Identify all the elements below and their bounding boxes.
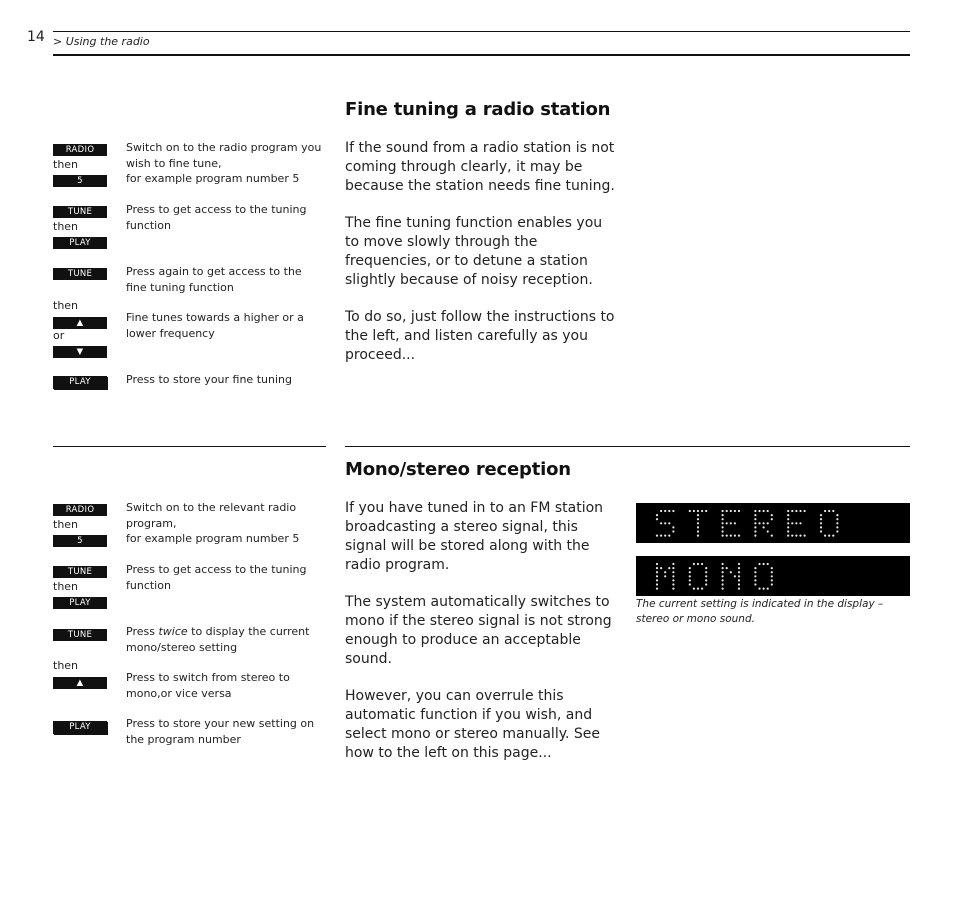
lcd-dot xyxy=(771,518,773,520)
instruction-text: Press to switch from stereo to mono,or vice versa xyxy=(126,671,290,700)
lcd-dot xyxy=(697,518,699,520)
lcd-dot xyxy=(771,514,773,516)
fine-tuning-body xyxy=(345,139,620,383)
lcd-dot xyxy=(791,522,793,524)
lcd-dot xyxy=(763,588,765,590)
lcd-dot xyxy=(668,510,670,512)
lcd-dot xyxy=(722,535,724,537)
lcd-dot xyxy=(705,510,707,512)
lcd-dot xyxy=(668,522,670,524)
lcd-dot xyxy=(689,571,691,573)
tune-key: TUNE xyxy=(53,206,107,218)
lcd-dot xyxy=(664,522,666,524)
play-key: PLAY xyxy=(53,237,107,249)
lcd-dot xyxy=(726,535,728,537)
lcd-dot xyxy=(795,535,797,537)
lcd-dot xyxy=(672,510,674,512)
lcd-dot xyxy=(738,575,740,577)
header-rule-top xyxy=(53,31,910,32)
up-arrow-key: ▲ xyxy=(53,677,107,689)
instruction-text xyxy=(126,140,324,187)
lcd-dot xyxy=(672,575,674,577)
lcd-dot xyxy=(722,579,724,581)
lcd-dot xyxy=(672,588,674,590)
then-label: then xyxy=(53,518,79,531)
lcd-dot xyxy=(656,583,658,585)
lcd-dot xyxy=(832,535,834,537)
lcd-dot xyxy=(705,567,707,569)
lcd-dot xyxy=(701,510,703,512)
lcd-dot xyxy=(689,567,691,569)
instruction-text: Press to store your new setting on the program number xyxy=(126,717,315,746)
lcd-dot xyxy=(664,571,666,573)
lcd-dot xyxy=(787,526,789,528)
then-label: then xyxy=(53,659,79,672)
lcd-dot xyxy=(722,575,724,577)
instruction-line: for example program number 5 xyxy=(126,532,300,545)
lcd-dot xyxy=(767,530,769,532)
instruction-text: Press to store your fine tuning xyxy=(126,373,292,386)
lcd-dot xyxy=(754,518,756,520)
lcd-dot xyxy=(668,535,670,537)
lcd-dot xyxy=(734,522,736,524)
lcd-dot xyxy=(697,535,699,537)
lcd-dot xyxy=(820,530,822,532)
lcd-dot xyxy=(697,522,699,524)
lcd-dot xyxy=(763,526,765,528)
lcd-dot xyxy=(730,522,732,524)
lcd-dot xyxy=(754,530,756,532)
lcd-dot xyxy=(656,588,658,590)
lcd-dot xyxy=(722,530,724,532)
lcd-dot xyxy=(701,563,703,565)
lcd-dot xyxy=(656,514,658,516)
lcd-dot xyxy=(787,518,789,520)
lcd-dot xyxy=(664,575,666,577)
lcd-dot xyxy=(754,583,756,585)
lcd-dot xyxy=(763,563,765,565)
paragraph: The fine tuning function enables you to move slowly through the frequencies, or to detune a station slightly because of noisy reception. xyxy=(345,215,603,288)
lcd-dot xyxy=(754,571,756,573)
lcd-dot xyxy=(820,522,822,524)
lcd-dot xyxy=(799,522,801,524)
play-key: PLAY xyxy=(53,721,107,734)
lcd-dot xyxy=(672,563,674,565)
instruction-line: for example program number 5 xyxy=(126,172,300,185)
lcd-dot xyxy=(767,588,769,590)
lcd-dot xyxy=(804,510,806,512)
lcd-dot xyxy=(689,583,691,585)
lcd-dot xyxy=(730,535,732,537)
section-title-mono-stereo: Mono/stereo reception xyxy=(345,459,571,480)
lcd-dot xyxy=(672,571,674,573)
lcd-dot xyxy=(738,535,740,537)
lcd-dot xyxy=(771,535,773,537)
or-label: or xyxy=(53,329,65,342)
radio-key: RADIO xyxy=(53,144,107,156)
lcd-dot xyxy=(754,567,756,569)
number-5-key: 5 xyxy=(53,175,107,187)
down-arrow-key: ▼ xyxy=(53,346,107,358)
lcd-dot xyxy=(738,579,740,581)
lcd-dot xyxy=(660,510,662,512)
lcd-dot xyxy=(767,510,769,512)
lcd-dot xyxy=(754,522,756,524)
instruction-text-part: to display the current mono/stereo setting xyxy=(126,625,310,654)
paragraph: If the sound from a radio station is not coming through clearly, it may be because the station needs fine tuning. xyxy=(345,140,615,194)
lcd-dot xyxy=(828,535,830,537)
lcd-dot xyxy=(722,522,724,524)
paragraph: The system automatically switches to mono if the stereo signal is not strong enough to produce an acceptable sound. xyxy=(345,594,612,667)
lcd-dot xyxy=(697,530,699,532)
instruction-text-part: Press xyxy=(126,625,159,638)
display-caption: The current setting is indicated in the display – stereo or mono sound. xyxy=(636,598,884,625)
instruction-line: Switch on to the radio program you wish to fine tune, xyxy=(126,141,322,170)
instruction-line: Switch on to the relevant radio program, xyxy=(126,501,297,530)
lcd-dot xyxy=(738,588,740,590)
lcd-dot xyxy=(799,535,801,537)
lcd-dot xyxy=(820,518,822,520)
lcd-dot xyxy=(722,563,724,565)
lcd-dot xyxy=(787,530,789,532)
lcd-dot xyxy=(693,563,695,565)
lcd-dot xyxy=(656,571,658,573)
lcd-dot xyxy=(763,522,765,524)
lcd-dot xyxy=(758,510,760,512)
then-label: then xyxy=(53,299,79,312)
lcd-dot xyxy=(754,514,756,516)
lcd-dot xyxy=(656,518,658,520)
lcd-dot xyxy=(722,518,724,520)
instruction-text: Press again to get access to the fine tuning function xyxy=(126,265,302,294)
lcd-dot xyxy=(672,567,674,569)
lcd-dot xyxy=(771,571,773,573)
lcd-dot xyxy=(660,522,662,524)
lcd-dot xyxy=(836,530,838,532)
lcd-dot xyxy=(758,588,760,590)
running-head: > Using the radio xyxy=(53,35,150,48)
lcd-dot xyxy=(656,563,658,565)
lcd-dot xyxy=(791,510,793,512)
paragraph: To do so, just follow the instructions to the left, and listen carefully as you proceed... xyxy=(345,309,615,363)
lcd-dot xyxy=(697,526,699,528)
lcd-dot xyxy=(660,567,662,569)
lcd-dot xyxy=(689,575,691,577)
lcd-dot xyxy=(660,535,662,537)
lcd-dot xyxy=(705,575,707,577)
lcd-dot xyxy=(726,567,728,569)
lcd-dot xyxy=(836,526,838,528)
lcd-dot xyxy=(697,514,699,516)
section-title-fine-tuning: Fine tuning a radio station xyxy=(345,99,611,120)
stereo-display xyxy=(636,503,910,543)
then-label: then xyxy=(53,220,79,233)
lcd-dot xyxy=(738,583,740,585)
emphasis-twice: twice xyxy=(158,625,188,638)
tune-key: TUNE xyxy=(53,629,107,641)
lcd-dot xyxy=(697,510,699,512)
lcd-dot xyxy=(693,588,695,590)
lcd-dot xyxy=(828,510,830,512)
lcd-dot xyxy=(722,583,724,585)
lcd-dot xyxy=(820,514,822,516)
lcd-dot xyxy=(722,526,724,528)
lcd-dot xyxy=(787,514,789,516)
lcd-dot xyxy=(693,510,695,512)
paragraph: However, you can overrule this automatic function if you wish, and select mono or stereo manually. See how to the left on this page... xyxy=(345,688,601,761)
lcd-dot xyxy=(730,571,732,573)
lcd-dot xyxy=(832,510,834,512)
lcd-dot xyxy=(722,588,724,590)
lcd-dot xyxy=(804,535,806,537)
lcd-dot xyxy=(738,567,740,569)
lcd-dot xyxy=(672,583,674,585)
lcd-dot xyxy=(705,583,707,585)
lcd-dot xyxy=(763,510,765,512)
lcd-dot xyxy=(726,522,728,524)
mono-stereo-body xyxy=(345,499,620,781)
instruction-text xyxy=(126,500,324,547)
lcd-dot xyxy=(754,579,756,581)
lcd-dot xyxy=(668,567,670,569)
lcd-dot xyxy=(722,514,724,516)
lcd-dot xyxy=(722,571,724,573)
lcd-dot xyxy=(738,571,740,573)
lcd-dot xyxy=(656,575,658,577)
lcd-dot xyxy=(664,535,666,537)
lcd-dot xyxy=(697,588,699,590)
instruction-text xyxy=(126,624,324,655)
up-arrow-key: ▲ xyxy=(53,317,107,329)
dot-matrix-display xyxy=(636,503,910,543)
instruction-text: Fine tunes towards a higher or a lower frequency xyxy=(126,311,304,340)
lcd-dot xyxy=(767,563,769,565)
lcd-dot xyxy=(726,510,728,512)
lcd-dot xyxy=(820,526,822,528)
lcd-dot xyxy=(771,583,773,585)
lcd-dot xyxy=(836,522,838,524)
lcd-dot xyxy=(791,535,793,537)
lcd-dot xyxy=(754,535,756,537)
lcd-dot xyxy=(771,579,773,581)
lcd-dot xyxy=(771,575,773,577)
lcd-dot xyxy=(705,579,707,581)
lcd-dot xyxy=(738,563,740,565)
lcd-dot xyxy=(799,510,801,512)
lcd-dot xyxy=(697,563,699,565)
dot-matrix-display xyxy=(636,556,910,596)
radio-key: RADIO xyxy=(53,504,107,516)
lcd-dot xyxy=(672,579,674,581)
lcd-dot xyxy=(738,510,740,512)
lcd-dot xyxy=(705,571,707,573)
lcd-dot xyxy=(787,510,789,512)
lcd-dot xyxy=(722,567,724,569)
lcd-dot xyxy=(758,563,760,565)
play-key: PLAY xyxy=(53,376,107,389)
lcd-dot xyxy=(656,535,658,537)
mono-display xyxy=(636,556,910,596)
lcd-dot xyxy=(836,514,838,516)
lcd-dot xyxy=(787,535,789,537)
lcd-dot xyxy=(722,510,724,512)
lcd-dot xyxy=(672,530,674,532)
lcd-dot xyxy=(689,510,691,512)
play-key: PLAY xyxy=(53,597,107,609)
lcd-dot xyxy=(656,567,658,569)
section-divider-left xyxy=(53,446,326,447)
lcd-dot xyxy=(730,510,732,512)
lcd-dot xyxy=(701,588,703,590)
lcd-dot xyxy=(672,526,674,528)
lcd-dot xyxy=(656,579,658,581)
tune-key: TUNE xyxy=(53,268,107,280)
lcd-dot xyxy=(824,510,826,512)
lcd-dot xyxy=(836,518,838,520)
then-label: then xyxy=(53,580,79,593)
lcd-dot xyxy=(754,575,756,577)
then-label: then xyxy=(53,158,79,171)
lcd-dot xyxy=(754,526,756,528)
lcd-dot xyxy=(754,510,756,512)
lcd-dot xyxy=(795,510,797,512)
lcd-dot xyxy=(795,522,797,524)
lcd-dot xyxy=(787,522,789,524)
lcd-dot xyxy=(771,567,773,569)
lcd-dot xyxy=(767,522,769,524)
header-rule-bottom xyxy=(53,54,910,56)
tune-key: TUNE xyxy=(53,566,107,578)
lcd-dot xyxy=(734,535,736,537)
lcd-dot xyxy=(758,522,760,524)
lcd-dot xyxy=(664,510,666,512)
section-divider-right xyxy=(345,446,910,447)
lcd-dot xyxy=(734,510,736,512)
page-number: 14 xyxy=(27,29,45,45)
instruction-text: Press to get access to the tuning function xyxy=(126,203,307,232)
number-5-key: 5 xyxy=(53,535,107,547)
lcd-dot xyxy=(689,579,691,581)
paragraph: If you have tuned in to an FM station broadcasting a stereo signal, this signal will be stored along with the radio program. xyxy=(345,500,604,573)
lcd-dot xyxy=(734,575,736,577)
lcd-dot xyxy=(824,535,826,537)
instruction-text: Press to get access to the tuning function xyxy=(126,563,307,592)
